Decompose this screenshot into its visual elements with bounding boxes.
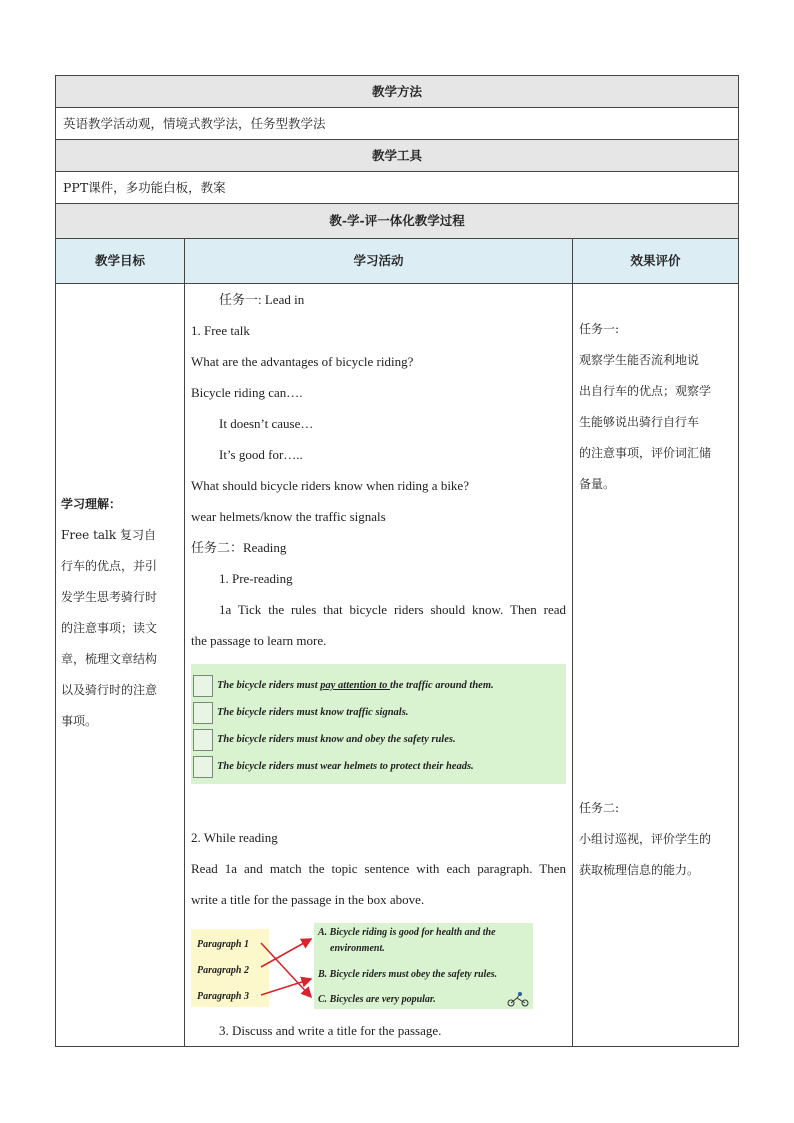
task1-title: 任务一: Lead in [219,292,305,307]
col-goal-header: 教学目标 [56,239,185,284]
question-1: What are the advantages of bicycle riding? [191,354,414,369]
process-header: 教-学-评一体化教学过程 [56,204,739,239]
paragraph-label: Paragraph 2 [197,965,249,976]
goal-line: 发学生思考骑行时 [61,590,158,604]
teaching-method-text: 英语教学活动观，情境式教学法，任务型教学法 [56,108,739,140]
paragraph-label: Paragraph 1 [197,939,249,950]
goal-line: 章，梳理文章结构 [61,652,158,666]
topic-sentence: C. Bicycles are very popular. [318,994,436,1005]
arrow-p2-a [261,939,311,967]
lesson-plan-page [55,75,738,1047]
instruction-2: Read 1a and match the topic sentence with each paragraph. Then [191,861,566,876]
rule-checkbox[interactable] [193,675,213,697]
matching-exercise [191,923,533,1011]
rule-checkbox[interactable] [193,702,213,724]
match-arrows [191,923,533,1011]
instruction-1a: 1a Tick the rules that bicycle riders should know. Then read [219,602,566,617]
eval-task2-title: 任务二: [579,801,620,815]
eval-line: 的注意事项，评价词汇储 [579,446,712,460]
col-evaluation-header: 效果评价 [573,239,739,284]
topic-sentence: B. Bicycle riders must obey the safety rules. [318,969,498,980]
goal-line: 以及骑行时的注意 [61,683,158,697]
col-activity-header: 学习活动 [185,239,573,284]
lesson-plan-table [55,75,739,1047]
rule-item: The bicycle riders must pay attention to the traffic around them. [193,672,566,699]
arrow-p3-b [261,979,311,995]
eval-line: 小组讨巡视，评价学生的 [579,832,712,846]
evaluation-cell [573,284,739,1047]
rule-checkbox[interactable] [193,729,213,751]
rule-checkbox[interactable] [193,756,213,778]
goal-title: 学习理解： [61,497,122,511]
task2-title: 任务二：Reading [191,540,287,555]
topic-sentence: A. Bicycle riding is good for health and the [318,927,496,938]
goal-line: 事项。 [61,714,98,728]
rule-item: The bicycle riders must know and obey the safety rules. [193,726,566,753]
arrow-p1-c [261,943,311,997]
goal-cell [56,284,185,1047]
teaching-method-header: 教学方法 [56,76,739,108]
pre-reading-label: 1. Pre-reading [219,571,293,586]
eval-line: 获取梳理信息的能力。 [579,863,700,877]
eval-line: 观察学生能否流利地说 [579,353,700,367]
goal-line: Free talk 复习自 [61,528,156,542]
teaching-tools-text: PPT课件，多功能白板，教案 [56,172,739,204]
instruction-1a-cont: the passage to learn more. [191,633,327,648]
eval-line: 备量。 [579,477,616,491]
instruction-2-cont: write a title for the passage in the box above. [191,892,425,907]
goal-line: 的注意事项；读文 [61,621,158,635]
eval-line: 生能够说出骑行自行车 [579,415,700,429]
while-reading-label: 2. While reading [191,830,278,845]
rules-checklist [191,664,566,784]
paragraph-label: Paragraph 3 [197,991,249,1002]
question-2: What should bicycle riders know when riding a bike? [191,478,469,493]
activity-cell [185,284,573,1047]
rule-item: The bicycle riders must wear helmets to protect their heads. [193,753,566,780]
free-talk-label: 1. Free talk [191,323,250,338]
answer-2: wear helmets/know the traffic signals [191,509,386,524]
teaching-tools-header: 教学工具 [56,140,739,172]
eval-line: 出自行车的优点；观察学 [579,384,712,398]
answer-1c: It’s good for….. [219,447,303,462]
discuss-label: 3. Discuss and write a title for the passage. [219,1023,442,1038]
topic-sentence-cont: environment. [330,943,385,954]
eval-task1-title: 任务一: [579,322,620,336]
rule-item: The bicycle riders must know traffic signals. [193,699,566,726]
answer-1b: It doesn’t cause… [219,416,314,431]
answer-1: Bicycle riding can…. [191,385,303,400]
goal-line: 行车的优点，并引 [61,559,158,573]
